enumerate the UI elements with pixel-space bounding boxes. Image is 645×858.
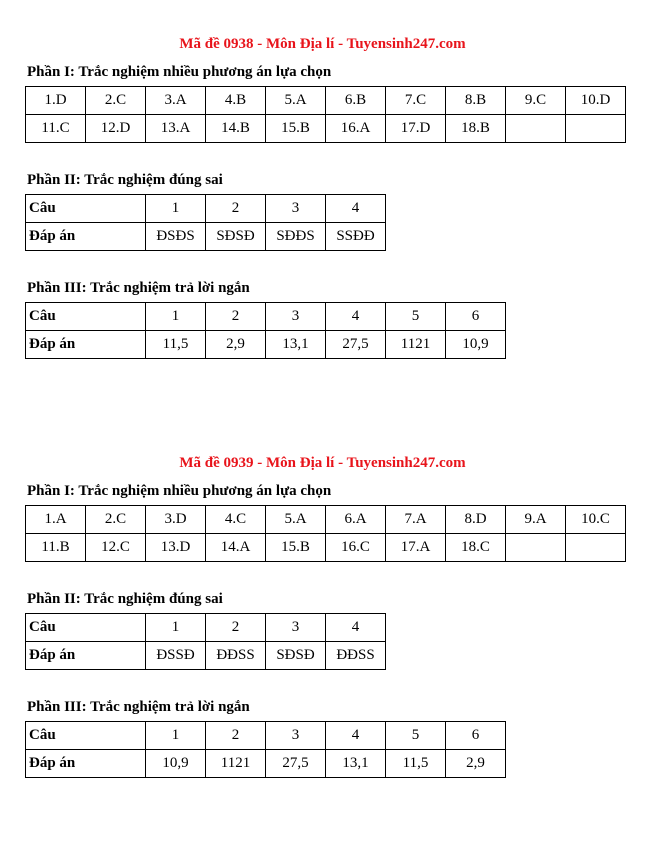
part3-heading: Phần III: Trắc nghiệm trả lời ngắn — [27, 699, 250, 715]
table-cell: 16.A — [326, 115, 386, 143]
question-number-cell: 3 — [266, 303, 326, 331]
question-number-cell: 5 — [386, 303, 446, 331]
question-number-cell: 1 — [146, 614, 206, 642]
table-cell — [566, 534, 626, 562]
question-number-cell: 2 — [206, 303, 266, 331]
table-cell: 9.A — [506, 506, 566, 534]
part1-answer-table — [25, 86, 626, 143]
part2-answer-table — [25, 194, 386, 251]
exam-title: Mã đề 0938 - Môn Địa lí - Tuyensinh247.com — [179, 36, 466, 52]
answer-cell: 11,5 — [146, 331, 206, 359]
table-row — [26, 722, 506, 750]
exam-title: Mã đề 0939 - Môn Địa lí - Tuyensinh247.com — [179, 455, 466, 471]
table-row — [26, 642, 386, 670]
question-number-cell: 4 — [326, 614, 386, 642]
answer-cell: ĐĐSS — [206, 642, 266, 670]
question-number-cell: 2 — [206, 195, 266, 223]
table-row — [26, 223, 386, 251]
question-number-cell: 3 — [266, 722, 326, 750]
answer-cell: 11,5 — [386, 750, 446, 778]
table-row — [26, 195, 386, 223]
answer-cell: 2,9 — [446, 750, 506, 778]
header-label-cell: Câu — [26, 195, 146, 223]
answer-cell: 2,9 — [206, 331, 266, 359]
table-row — [26, 115, 626, 143]
table-cell: 13.D — [146, 534, 206, 562]
answer-cell: 10,9 — [446, 331, 506, 359]
table-row — [26, 506, 626, 534]
question-number-cell: 2 — [206, 614, 266, 642]
answer-cell: 1121 — [206, 750, 266, 778]
answer-label-cell: Đáp án — [26, 223, 146, 251]
table-cell: 11.B — [26, 534, 86, 562]
table-cell: 7.C — [386, 87, 446, 115]
answer-cell: SĐSĐ — [206, 223, 266, 251]
table-cell: 8.B — [446, 87, 506, 115]
table-cell: 12.C — [86, 534, 146, 562]
answer-cell: SSĐĐ — [326, 223, 386, 251]
table-cell: 18.B — [446, 115, 506, 143]
table-cell: 5.A — [266, 506, 326, 534]
question-number-cell: 4 — [326, 722, 386, 750]
part2-heading: Phần II: Trắc nghiệm đúng sai — [27, 591, 223, 607]
table-row — [26, 534, 626, 562]
answer-cell: ĐSĐS — [146, 223, 206, 251]
question-number-cell: 6 — [446, 303, 506, 331]
table-cell — [506, 534, 566, 562]
table-cell: 1.A — [26, 506, 86, 534]
answer-cell: SĐSĐ — [266, 642, 326, 670]
part1-heading: Phần I: Trắc nghiệm nhiều phương án lựa chọn — [27, 483, 332, 499]
answer-cell: 13,1 — [326, 750, 386, 778]
table-row — [26, 87, 626, 115]
table-cell: 10.C — [566, 506, 626, 534]
table-cell: 4.B — [206, 87, 266, 115]
table-cell: 2.C — [86, 87, 146, 115]
table-cell: 11.C — [26, 115, 86, 143]
table-row — [26, 303, 506, 331]
answer-cell: 10,9 — [146, 750, 206, 778]
part1-heading: Phần I: Trắc nghiệm nhiều phương án lựa chọn — [27, 64, 332, 80]
header-label-cell: Câu — [26, 614, 146, 642]
question-number-cell: 1 — [146, 303, 206, 331]
table-cell: 15.B — [266, 115, 326, 143]
answer-label-cell: Đáp án — [26, 750, 146, 778]
header-label-cell: Câu — [26, 722, 146, 750]
table-cell: 8.D — [446, 506, 506, 534]
question-number-cell: 2 — [206, 722, 266, 750]
answer-cell: 1121 — [386, 331, 446, 359]
table-cell: 14.A — [206, 534, 266, 562]
table-cell: 4.C — [206, 506, 266, 534]
table-cell: 2.C — [86, 506, 146, 534]
table-cell: 12.D — [86, 115, 146, 143]
answer-cell: ĐSSĐ — [146, 642, 206, 670]
question-number-cell: 1 — [146, 722, 206, 750]
table-row — [26, 750, 506, 778]
table-cell: 1.D — [26, 87, 86, 115]
answer-cell: ĐĐSS — [326, 642, 386, 670]
table-cell: 6.B — [326, 87, 386, 115]
table-cell: 18.C — [446, 534, 506, 562]
table-cell: 14.B — [206, 115, 266, 143]
answer-cell: 13,1 — [266, 331, 326, 359]
table-cell: 3.D — [146, 506, 206, 534]
table-row — [26, 614, 386, 642]
table-cell: 17.A — [386, 534, 446, 562]
table-cell: 10.D — [566, 87, 626, 115]
table-cell — [506, 115, 566, 143]
part2-heading: Phần II: Trắc nghiệm đúng sai — [27, 172, 223, 188]
part2-answer-table — [25, 613, 386, 670]
answer-cell: 27,5 — [326, 331, 386, 359]
table-row — [26, 331, 506, 359]
answer-cell: 27,5 — [266, 750, 326, 778]
answer-label-cell: Đáp án — [26, 331, 146, 359]
question-number-cell: 4 — [326, 303, 386, 331]
part1-answer-table — [25, 505, 626, 562]
table-cell: 9.C — [506, 87, 566, 115]
question-number-cell: 1 — [146, 195, 206, 223]
table-cell — [566, 115, 626, 143]
table-cell: 17.D — [386, 115, 446, 143]
question-number-cell: 3 — [266, 195, 326, 223]
table-cell: 15.B — [266, 534, 326, 562]
question-number-cell: 4 — [326, 195, 386, 223]
table-cell: 16.C — [326, 534, 386, 562]
table-cell: 3.A — [146, 87, 206, 115]
header-label-cell: Câu — [26, 303, 146, 331]
part3-answer-table — [25, 721, 506, 778]
question-number-cell: 3 — [266, 614, 326, 642]
table-cell: 7.A — [386, 506, 446, 534]
table-cell: 6.A — [326, 506, 386, 534]
question-number-cell: 5 — [386, 722, 446, 750]
answer-label-cell: Đáp án — [26, 642, 146, 670]
part3-heading: Phần III: Trắc nghiệm trả lời ngắn — [27, 280, 250, 296]
answer-cell: SĐĐS — [266, 223, 326, 251]
table-cell: 5.A — [266, 87, 326, 115]
table-cell: 13.A — [146, 115, 206, 143]
question-number-cell: 6 — [446, 722, 506, 750]
part3-answer-table — [25, 302, 506, 359]
